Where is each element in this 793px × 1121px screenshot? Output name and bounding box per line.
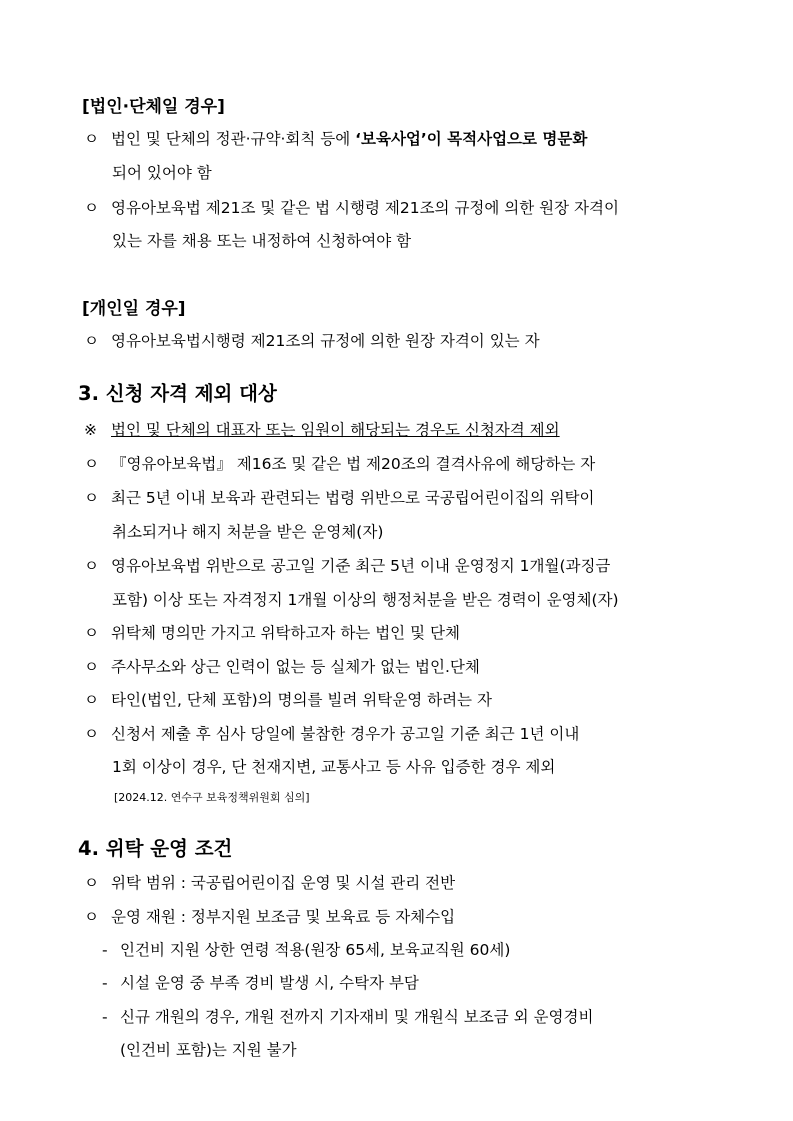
section-3-item-1 [84,452,595,474]
section-3-note-text: 법인 및 단체의 대표자 또는 임원이 해당되는 경우도 신청자격 제외 [111,421,560,439]
dash-icon: - [102,1008,108,1026]
bullet-icon: ㅇ [84,725,99,743]
corp-item-1 [84,127,587,149]
section-3-item-text: 위탁체 명의만 가지고 위탁하고자 하는 법인 및 단체 [111,624,460,642]
bullet-icon: ㅇ [84,658,99,676]
section-4-sub-1 [102,938,510,960]
section-3-item-7-cont: 1회 이상이 경우, 단 천재지변, 교통사고 등 사유 입증한 경우 제외 [112,758,556,776]
section-3-note [84,418,560,440]
bullet-icon: ㅇ [84,874,99,892]
corp-item-2-text: 영유아보육법 제21조 및 같은 법 시행령 제21조의 규정에 의한 원장 자격이 [111,199,619,217]
section-3-item-2 [84,486,595,508]
corp-heading: [법인·단체일 경우] [82,97,225,117]
section-3-item-3-cont: 포함) 이상 또는 자격정지 1개월 이상의 행정처분을 받은 경력이 운영체(자) [112,591,619,609]
section-3-item-text: 최근 5년 이내 보육과 관련되는 법령 위반으로 국공립어린이집의 위탁이 [111,489,595,507]
corp-item-2-cont: 있는 자를 채용 또는 내정하여 신청하여야 함 [112,232,412,250]
dash-icon: - [102,974,108,992]
section-3-item-text: 신청서 제출 후 심사 당일에 불참한 경우가 공고일 기준 최근 1년 이내 [111,725,580,743]
bullet-icon: ㅇ [84,489,99,507]
bullet-icon: ㅇ [84,908,99,926]
section-4-sub-text: 시설 운영 중 부족 경비 발생 시, 수탁자 부담 [120,974,419,992]
section-4-item-1 [84,871,455,893]
bullet-icon: ㅇ [84,557,99,575]
dash-icon: - [102,941,108,959]
bullet-icon: ㅇ [84,691,99,709]
bullet-icon: ㅇ [84,455,99,473]
section-3-item-7 [84,722,579,744]
section-4-sub-3-cont: (인건비 포함)는 지원 불가 [120,1041,297,1059]
section-3-item-text: 주사무소와 상근 인력이 없는 등 실체가 없는 법인.단체 [111,658,480,676]
section-4-sub-text: 신규 개원의 경우, 개원 전까지 기자재비 및 개원식 보조금 외 운영경비 [120,1008,594,1026]
section-3-item-4 [84,621,460,643]
bullet-icon: ㅇ [84,332,99,350]
indiv-item-1-text: 영유아보육법시행령 제21조의 규정에 의한 원장 자격이 있는 자 [111,332,540,350]
section-3-item-text: 영유아보육법 위반으로 공고일 기준 최근 5년 이내 운영정지 1개월(과징금 [111,557,611,575]
section-4-title: 4. 위탁 운영 조건 [78,837,233,860]
section-4-sub-3 [102,1005,593,1027]
corp-item-2 [84,196,619,218]
section-3-title: 3. 신청 자격 제외 대상 [78,382,277,405]
bullet-icon: ㅇ [84,199,99,217]
section-4-sub-text: 인건비 지원 상한 연령 적용(원장 65세, 보육교직원 60세) [120,941,511,959]
corp-item-1-text: 법인 및 단체의 정관·규약·회칙 등에 [111,130,356,148]
section-4-sub-2 [102,971,419,993]
corp-item-1-cont: 되어 있어야 함 [112,164,212,182]
bullet-icon: ㅇ [84,130,99,148]
committee-note: [2024.12. 연수구 보육정책위원회 심의] [114,791,310,804]
section-3-item-2-cont: 취소되거나 해지 처분을 받은 운영체(자) [112,523,384,541]
indiv-heading: [개인일 경우] [82,299,186,319]
section-3-item-3 [84,554,610,576]
section-3-item-6 [84,688,492,710]
note-mark-icon: ※ [84,421,97,439]
section-3-item-text: 『영유아보육법』 제16조 및 같은 법 제20조의 결격사유에 해당하는 자 [111,455,596,473]
section-4-item-2 [84,905,455,927]
corp-item-1-bold: ‘보육사업’이 목적사업으로 명문화 [355,130,588,148]
section-4-item-text: 운영 재원 : 정부지원 보조금 및 보육료 등 자체수입 [111,908,456,926]
section-3-item-text: 타인(법인, 단체 포함)의 명의를 빌려 위탁운영 하려는 자 [111,691,492,709]
section-4-item-text: 위탁 범위 : 국공립어린이집 운영 및 시설 관리 전반 [111,874,456,892]
section-3-item-5 [84,655,480,677]
bullet-icon: ㅇ [84,624,99,642]
indiv-item-1 [84,329,540,351]
